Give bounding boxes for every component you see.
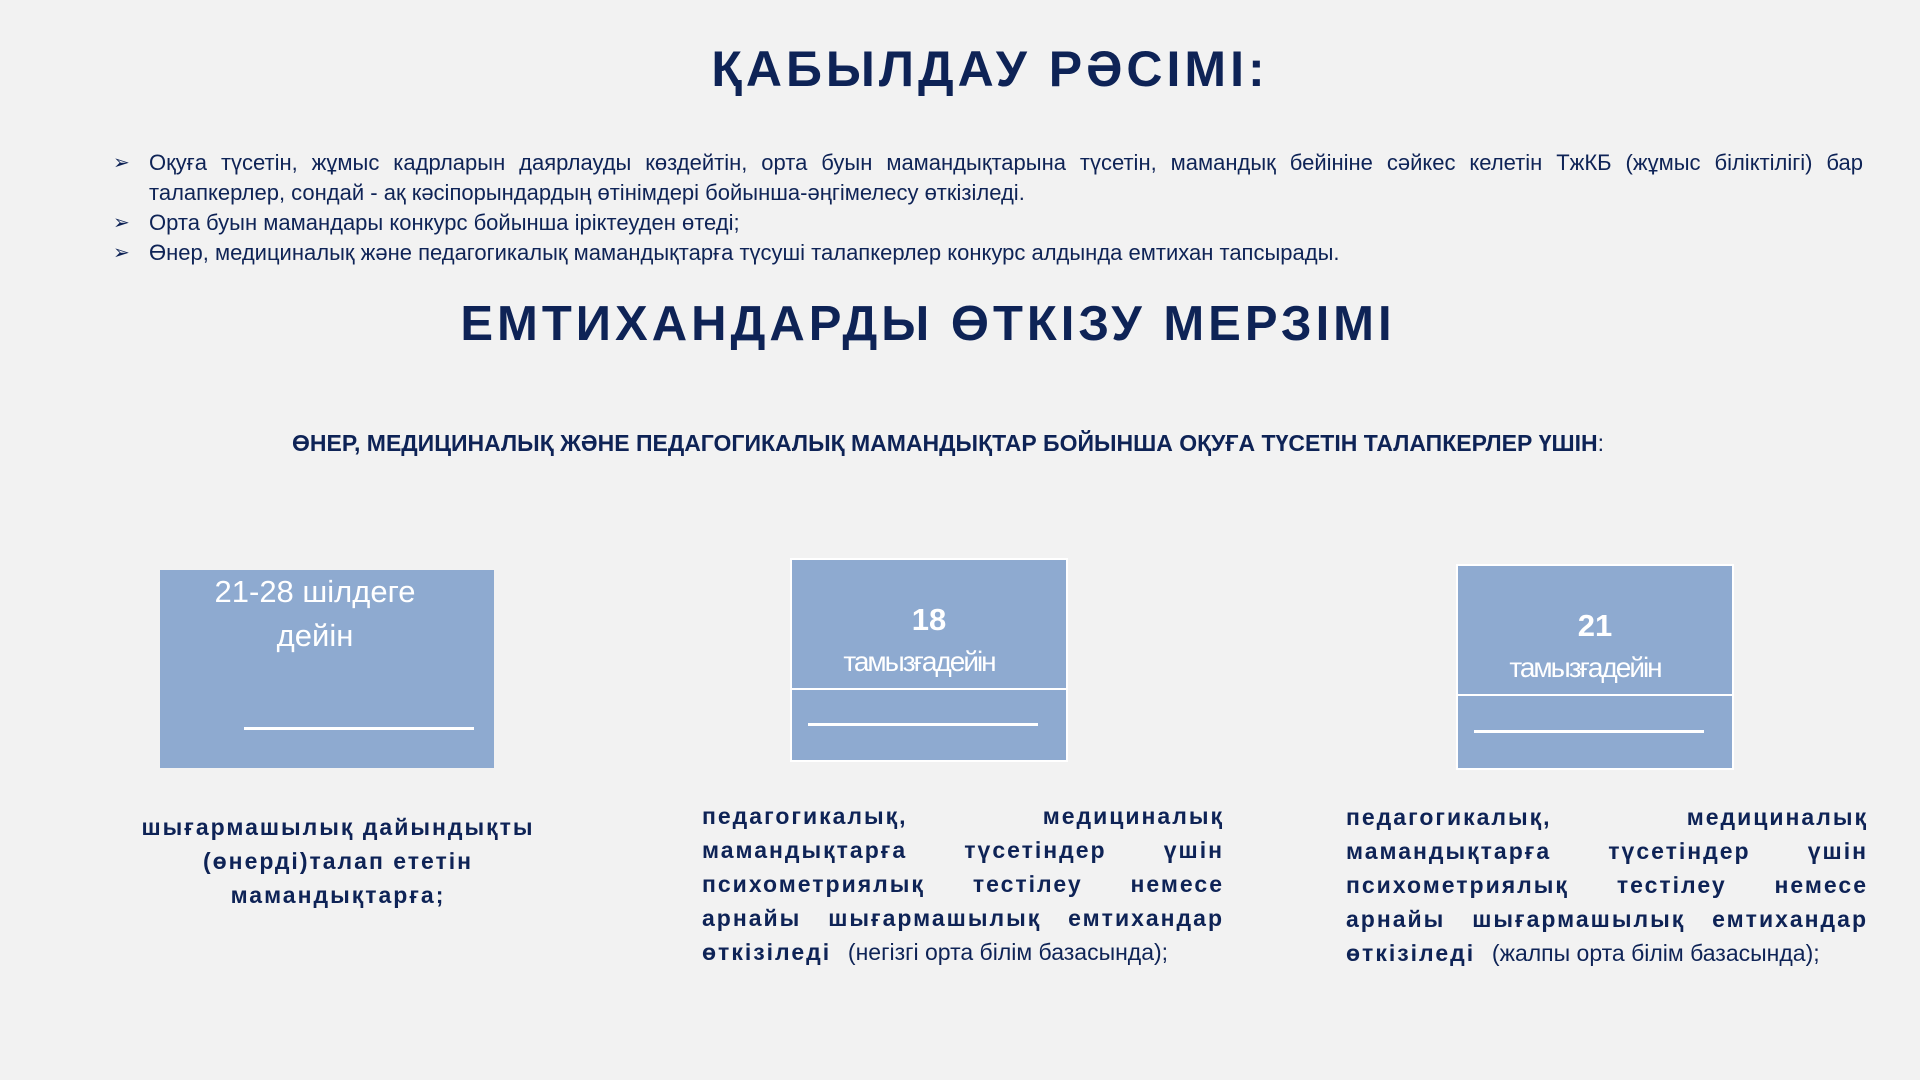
card-divider xyxy=(792,688,1066,690)
page-title: ҚАБЫЛДАУ РӘСІМІ: xyxy=(711,41,1269,97)
date-month: тамызғадейін xyxy=(843,646,995,677)
card-1-description xyxy=(128,810,548,912)
date-underline xyxy=(244,727,474,730)
description-bold-text: педагогикалық, медициналық мамандықтарға түсетіндер үшін психометриялық тестілеу немесе арнайы шығармашылық емтихандар өткізіледі xyxy=(702,803,1224,965)
subheading-colon: : xyxy=(1597,430,1604,456)
date-number: 21 xyxy=(1577,608,1613,643)
date-line-2: дейін xyxy=(276,618,354,653)
subheading-text: ӨНЕР, МЕДИЦИНАЛЫҚ ЖӘНЕ ПЕДАГОГИКАЛЫҚ МАМАНДЫҚТАР БОЙЫНША ОҚУҒА ТҮСЕТІН ТАЛАПКЕРЛЕР ҮШІН xyxy=(292,430,1598,456)
date-card-3 xyxy=(1458,566,1732,768)
section-subheading xyxy=(0,430,1896,457)
bullet-list xyxy=(113,148,1863,268)
date-number: 18 xyxy=(911,602,947,637)
date-month: тамызғадейін xyxy=(1509,652,1661,683)
card-divider xyxy=(1458,694,1732,696)
date-underline xyxy=(808,723,1038,726)
description-bold-text: шығармашылық дайындықты (өнерді)талап ететін мамандықтарға; xyxy=(141,814,535,908)
bullet-text: Өнер, медициналық және педагогикалық мамандықтарға түсуші талапкерлер конкурс алдында емтихан тапсырады. xyxy=(149,240,1340,265)
card-2-description xyxy=(702,799,1224,969)
card-3-description xyxy=(1346,800,1868,970)
bullet-text: Орта буын мамандары конкурс бойынша іріктеуден өтеді; xyxy=(149,210,740,235)
list-item xyxy=(113,208,1863,238)
date-line-1: 21-28 шілдеге xyxy=(214,574,416,609)
description-bold-text: педагогикалық, медициналық мамандықтарға түсетіндер үшін психометриялық тестілеу немесе арнайы шығармашылық емтихандар өткізіледі xyxy=(1346,804,1868,966)
date-card-text xyxy=(792,602,1066,678)
description-plain-text: (негізгі орта білім базасында); xyxy=(847,939,1169,965)
section-title: ЕМТИХАНДАРДЫ ӨТКІЗУ МЕРЗІМІ xyxy=(460,297,1396,351)
bullet-text: Оқуға түсетін, жұмыс кадрларын даярлауды көздейтін, орта буын мамандықтарына түсетін, мамандық бейініне сәйкес келетін ТжКБ (жұмыс біліктілігі) бар талапкерлер, сондай - ақ кәсіпорындардың өтінімдері бойынша-әңгімелесу өткізіледі. xyxy=(149,150,1863,205)
description-plain-text: (жалпы орта білім базасында); xyxy=(1491,940,1820,966)
list-item xyxy=(113,148,1863,208)
date-underline xyxy=(1474,730,1704,733)
date-card-2 xyxy=(792,560,1066,760)
arrow-bullet-icon: ➢ xyxy=(113,212,130,234)
arrow-bullet-icon: ➢ xyxy=(113,152,130,174)
arrow-bullet-icon: ➢ xyxy=(113,242,130,264)
date-card-text xyxy=(1458,608,1732,684)
date-card-text xyxy=(200,570,430,658)
list-item xyxy=(113,238,1863,268)
date-card-1 xyxy=(160,570,494,768)
